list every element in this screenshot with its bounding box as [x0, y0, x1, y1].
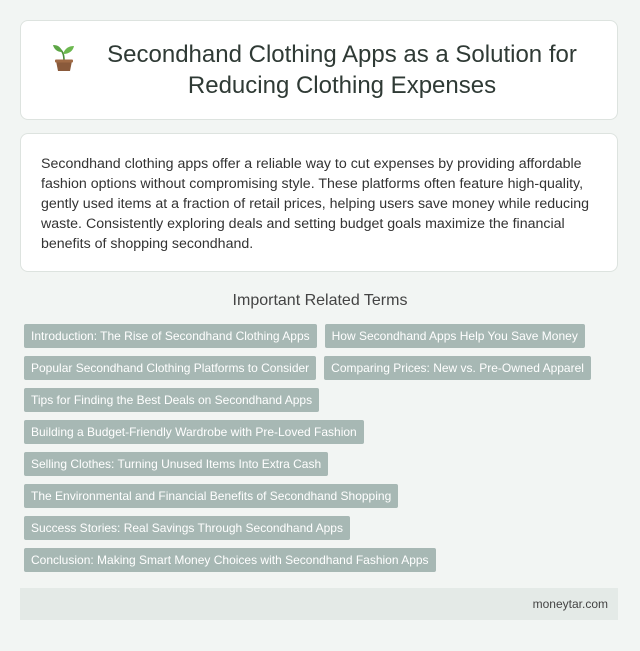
footer: [20, 588, 618, 620]
related-terms-list: [24, 324, 624, 580]
related-term-tag[interactable]: Selling Clothes: Turning Unused Items Into Extra Cash: [24, 452, 328, 476]
page-title: Secondhand Clothing Apps as a Solution for Reducing Clothing Expenses: [107, 40, 577, 99]
tag-row: [24, 484, 624, 508]
tag-row: [24, 452, 624, 476]
related-term-tag[interactable]: How Secondhand Apps Help You Save Money: [325, 324, 585, 348]
related-term-tag[interactable]: Popular Secondhand Clothing Platforms to Consider: [24, 356, 316, 380]
tag-row: [24, 420, 624, 444]
related-term-tag[interactable]: Conclusion: Making Smart Money Choices with Secondhand Fashion Apps: [24, 548, 436, 572]
footer-site-link[interactable]: moneytar.com: [532, 597, 608, 611]
tag-row: [24, 324, 624, 348]
related-term-tag[interactable]: Introduction: The Rise of Secondhand Clothing Apps: [24, 324, 317, 348]
related-term-tag[interactable]: The Environmental and Financial Benefits of Secondhand Shopping: [24, 484, 398, 508]
summary-text: Secondhand clothing apps offer a reliable way to cut expenses by providing affordable fashion options without compromising style. These platforms often feature high-quality, gently used items at a fraction of retail prices, helping users save money while reducing waste. Consistently exploring deals and setting budget goals maximize the financial benefits of shopping secondhand.: [41, 156, 590, 252]
tag-row: [24, 548, 624, 572]
tag-row: [24, 388, 624, 412]
related-term-tag[interactable]: Comparing Prices: New vs. Pre-Owned Apparel: [324, 356, 591, 380]
related-terms-heading: Important Related Terms: [232, 292, 408, 309]
title-card: [20, 20, 618, 120]
related-term-tag[interactable]: Building a Budget-Friendly Wardrobe with Pre-Loved Fashion: [24, 420, 364, 444]
summary-card: [20, 133, 618, 272]
tag-row: [24, 356, 624, 380]
sprout-icon: [51, 43, 77, 73]
related-term-tag[interactable]: Tips for Finding the Best Deals on Secondhand Apps: [24, 388, 319, 412]
related-term-tag[interactable]: Success Stories: Real Savings Through Secondhand Apps: [24, 516, 350, 540]
title-wrap: [51, 39, 587, 101]
tag-row: [24, 516, 624, 540]
